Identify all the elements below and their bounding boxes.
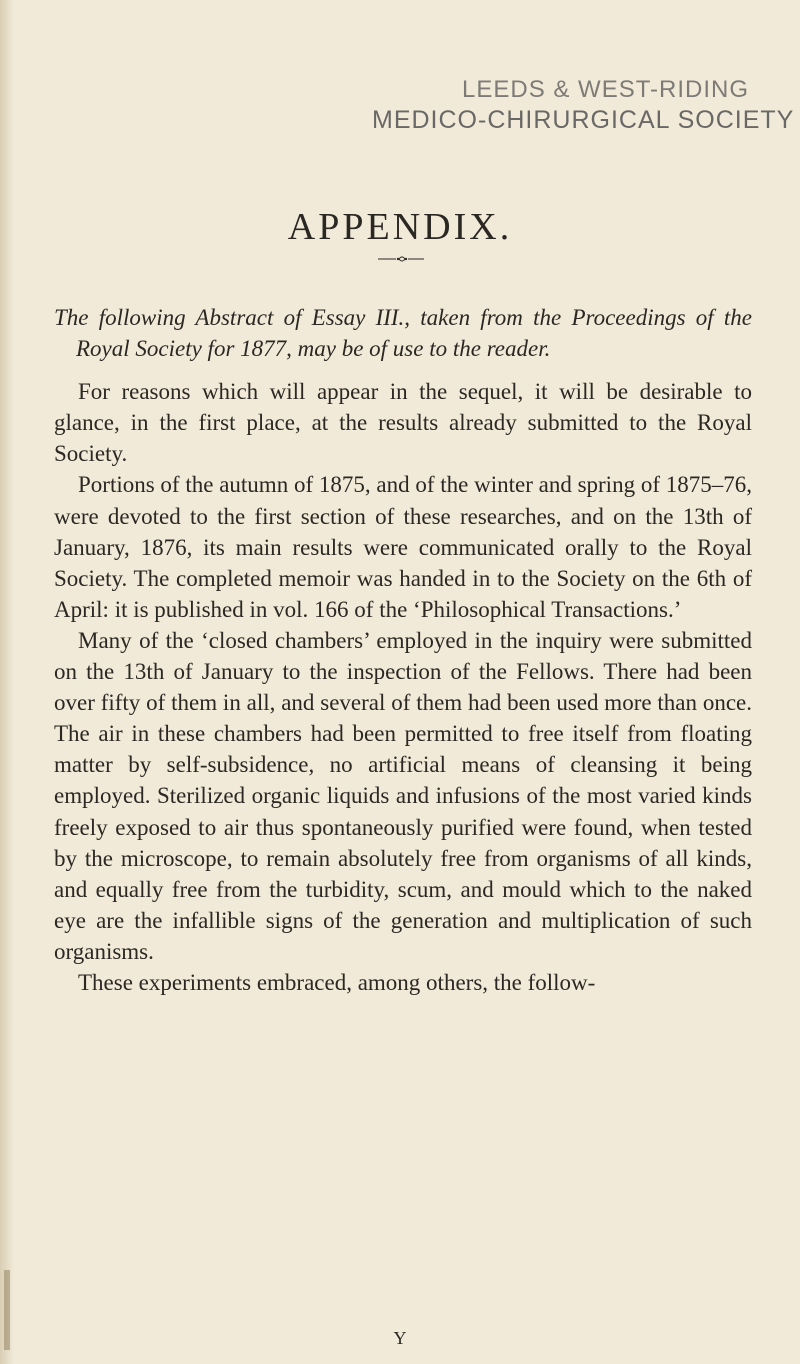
- signature-mark: Y: [393, 1328, 407, 1348]
- paragraph-2: Portions of the autumn of 1875, and of the winter and spring of 1875–76, were devoted to the first section of these researches, and on the 13th of January, 1876, its main results were communicated orally to the Royal Society. The completed memoir was handed in to the Society on the 6th of April: it is published in vol. 166 of the ‘Philosophical Transactions.’: [54, 472, 752, 622]
- page-heading: APPENDIX.: [287, 206, 513, 249]
- stamp-line-2: MEDICO-CHIRURGICAL SOCIETY: [372, 106, 795, 134]
- stamp-line-1: LEEDS & WEST-RIDING: [462, 76, 750, 103]
- intro-note: The following Abstract of Essay III., taken from the Proceedings of the Royal Society for 1877, may be of use to the reader.: [54, 305, 752, 362]
- paragraph-1: For reasons which will appear in the sequel, it will be desirable to glance, in the first place, at the results already submitted to the Royal Society.: [54, 379, 752, 467]
- ornamental-rule: [378, 254, 424, 264]
- paragraph-3: Many of the ‘closed chambers’ employed in the inquiry were submitted on the 13th of January to the inspection of the Fellows. There had been over fifty of them in all, and several of them had been used more than once. The air in these chambers had been permitted to free itself from floating matter by self-subsidence, no artificial means of cleansing it being employed. Sterilized organic liquids and infusions of the most varied kinds freely exposed to air thus spontaneously purified were found, when tested by the microscope, to remain absolutely free from organisms of all kinds, and equally free from the turbidity, scum, and mould which to the naked eye are the infallible signs of the generation and multiplication of such organisms.: [54, 627, 752, 964]
- paragraph-4: These experiments embraced, among others, the follow-: [78, 969, 596, 995]
- body-text: [54, 302, 752, 998]
